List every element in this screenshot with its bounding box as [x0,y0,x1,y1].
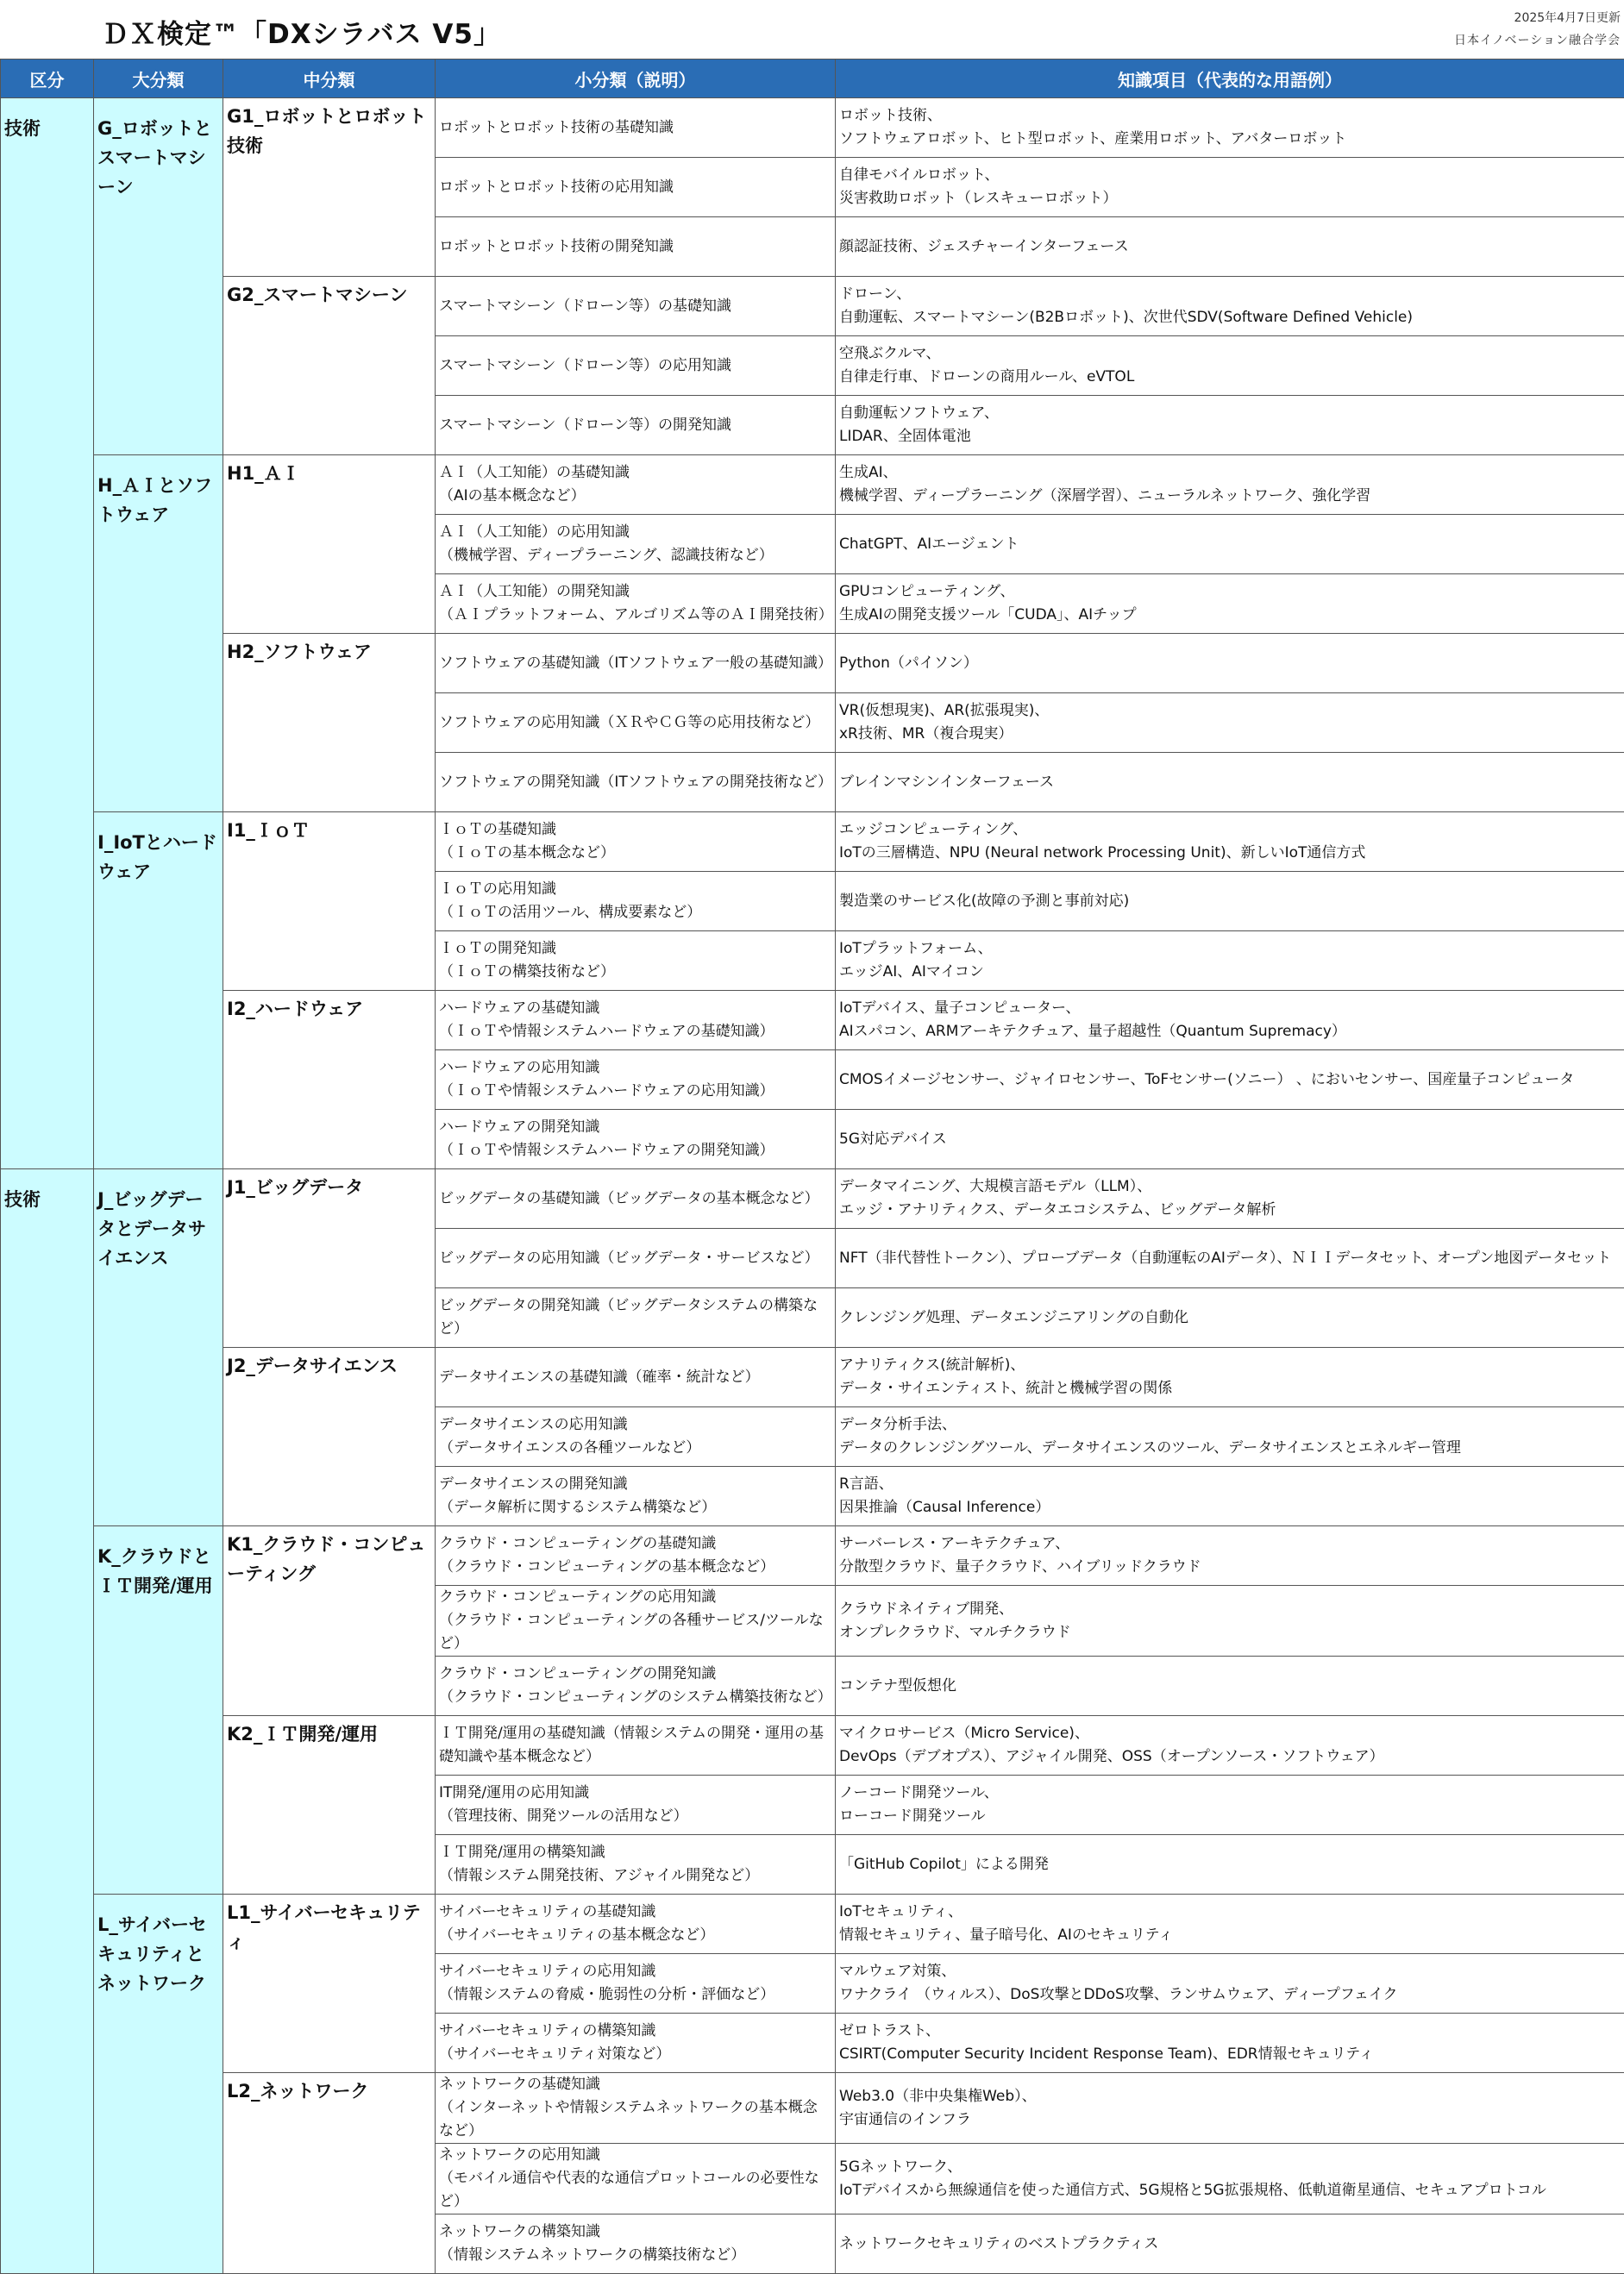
sub-category-cell: ハードウェアの開発知識 （ＩｏＴや情報システムハードウェアの開発知識） [436,1110,836,1169]
knowledge-items-cell: 製造業のサービス化(故障の予測と事前対応) [836,872,1624,931]
sub-category-cell: データサイエンスの開発知識 （データ解析に関するシステム構築など） [436,1467,836,1526]
sub-category-cell: ソフトウェアの開発知識（ITソフトウェアの開発技術など） [436,753,836,812]
knowledge-items-cell: 5Gネットワーク、 IoTデバイスから無線通信を使った通信方式、5G規格と5G拡張規格、低軌道衛星通信、セキュアプロトコル [836,2144,1624,2214]
knowledge-items-cell: R言語、 因果推論（Causal Inference） [836,1467,1624,1526]
table-header-row [1,60,1624,98]
middle-category-cell: I1_ＩｏＴ [223,812,436,991]
middle-category-cell: I2_ハードウェア [223,991,436,1169]
table-row [1,277,1624,336]
knowledge-items-cell: ドローン、 自動運転、スマートマシーン(B2Bロボット)、次世代SDV(Software Defined Vehicle) [836,277,1624,336]
sub-category-cell: ソフトウェアの応用知識（ＸＲやＣＧ等の応用技術など） [436,693,836,753]
major-category-cell: L_サイバーセキュリティとネットワーク [94,1895,223,2274]
sub-category-cell: ＩＴ開発/運用の基礎知識（情報システムの開発・運用の基礎知識や基本概念など） [436,1716,836,1776]
column-header-knowledge: 知識項目（代表的な用語例） [836,60,1624,98]
table-row [1,98,1624,158]
knowledge-items-cell: ゼロトラスト、 CSIRT(Computer Security Incident Response Team)、EDR情報セキュリティ [836,2014,1624,2073]
major-category-cell: K_クラウドとＩＴ開発/運用 [94,1526,223,1895]
knowledge-items-cell: 5G対応デバイス [836,1110,1624,1169]
knowledge-items-cell: アナリティクス(統計解析)、 データ・サイエンティスト、統計と機械学習の関係 [836,1348,1624,1407]
knowledge-items-cell: 顔認証技術、ジェスチャーインターフェース [836,217,1624,277]
sub-category-cell: ＩｏＴの基礎知識 （ＩｏＴの基本概念など） [436,812,836,872]
category-kubun-cell: 技術 [1,1169,94,2274]
sub-category-cell: サイバーセキュリティの応用知識 （情報システムの脅威・脆弱性の分析・評価など） [436,1954,836,2014]
knowledge-items-cell: クラウドネイティブ開発、 オンプレクラウド、マルチクラウド [836,1586,1624,1657]
category-kubun-cell: 技術 [1,98,94,1169]
knowledge-items-cell: Python（パイソン） [836,634,1624,693]
sub-category-cell: ネットワークの応用知識 （モバイル通信や代表的な通信プロットコールの必要性など） [436,2144,836,2214]
knowledge-items-cell: 生成AI、 機械学習、ディープラーニング（深層学習）、ニューラルネットワーク、強化学習 [836,455,1624,515]
sub-category-cell: ハードウェアの基礎知識 （ＩｏＴや情報システムハードウェアの基礎知識） [436,991,836,1050]
column-header-dai: 大分類 [94,60,223,98]
knowledge-items-cell: サーバーレス・アーキテクチュア、 分散型クラウド、量子クラウド、ハイブリッドクラウド [836,1526,1624,1586]
middle-category-cell: J2_データサイエンス [223,1348,436,1526]
table-row [1,1716,1624,1776]
major-category-cell: H_ＡＩとソフトウェア [94,455,223,812]
sub-category-cell: ビッグデータの開発知識（ビッグデータシステムの構築など） [436,1288,836,1348]
knowledge-items-cell: データ分析手法、 データのクレンジングツール、データサイエンスのツール、データサイエンスとエネルギー管理 [836,1407,1624,1467]
knowledge-items-cell: マルウェア対策、 ワナクライ （ウィルス）、DoS攻撃とDDoS攻撃、ランサムウェア、ディープフェイク [836,1954,1624,2014]
sub-category-cell: ＡＩ（人工知能）の開発知識 （ＡＩプラットフォーム、アルゴリズム等のＡＩ開発技術） [436,574,836,634]
publisher-name: 日本イノベーション融合学会 [1454,31,1621,48]
knowledge-items-cell: ChatGPT、AIエージェント [836,515,1624,574]
sub-category-cell: スマートマシーン（ドローン等）の開発知識 [436,396,836,455]
knowledge-items-cell: エッジコンピューティング、 IoTの三層構造、NPU (Neural network Processing Unit)、新しいIoT通信方式 [836,812,1624,872]
knowledge-items-cell: VR(仮想現実)、AR(拡張現実)、 xR技術、MR（複合現実） [836,693,1624,753]
sub-category-cell: ロボットとロボット技術の応用知識 [436,158,836,217]
sub-category-cell: ロボットとロボット技術の開発知識 [436,217,836,277]
knowledge-items-cell: ネットワークセキュリティのベストプラクティス [836,2214,1624,2274]
table-body [1,98,1624,2274]
sub-category-cell: ネットワークの基礎知識 （インターネットや情報システムネットワークの基本概念など） [436,2073,836,2144]
knowledge-items-cell: ロボット技術、 ソフトウェアロボット、ヒト型ロボット、産業用ロボット、アバターロボット [836,98,1624,158]
major-category-cell: G_ロボットとスマートマシーン [94,98,223,455]
table-row [1,1348,1624,1407]
middle-category-cell: L1_サイバーセキュリティ [223,1895,436,2073]
sub-category-cell: ＡＩ（人工知能）の基礎知識 （AIの基本概念など） [436,455,836,515]
column-header-chu: 中分類 [223,60,436,98]
table-row [1,812,1624,872]
column-header-sho: 小分類（説明） [436,60,836,98]
knowledge-items-cell: クレンジング処理、データエンジニアリングの自動化 [836,1288,1624,1348]
knowledge-items-cell: 自律モバイルロボット、 災害救助ロボット（レスキューロボット） [836,158,1624,217]
table-row [1,1526,1624,1586]
middle-category-cell: L2_ネットワーク [223,2073,436,2274]
sub-category-cell: サイバーセキュリティの構築知識 （サイバーセキュリティ対策など） [436,2014,836,2073]
knowledge-items-cell: データマイニング、大規模言語モデル（LLM）、 エッジ・アナリティクス、データエコシステム、ビッグデータ解析 [836,1169,1624,1229]
sub-category-cell: ハードウェアの応用知識 （ＩｏＴや情報システムハードウェアの応用知識） [436,1050,836,1110]
sub-category-cell: ソフトウェアの基礎知識（ITソフトウェア一般の基礎知識） [436,634,836,693]
sub-category-cell: データサイエンスの応用知識 （データサイエンスの各種ツールなど） [436,1407,836,1467]
table-row [1,2073,1624,2144]
update-date: 2025年4月7日更新 [1514,9,1621,26]
syllabus-table [0,59,1624,2274]
middle-category-cell: G1_ロボットとロボット技術 [223,98,436,277]
sub-category-cell: クラウド・コンピューティングの基礎知識 （クラウド・コンピューティングの基本概念など） [436,1526,836,1586]
knowledge-items-cell: Web3.0（非中央集権Web）、 宇宙通信のインフラ [836,2073,1624,2144]
table-row [1,634,1624,693]
middle-category-cell: G2_スマートマシーン [223,277,436,455]
sub-category-cell: スマートマシーン（ドローン等）の応用知識 [436,336,836,396]
knowledge-items-cell: NFT（非代替性トークン）、プローブデータ（自動運転のAIデータ）、ＮＩＩデータセット、オープン地図データセット [836,1229,1624,1288]
knowledge-items-cell: IoTセキュリティ、 情報セキュリティ、量子暗号化、AIのセキュリティ [836,1895,1624,1954]
knowledge-items-cell: GPUコンピューティング、 生成AIの開発支援ツール「CUDA」、AIチップ [836,574,1624,634]
sub-category-cell: ビッグデータの応用知識（ビッグデータ・サービスなど） [436,1229,836,1288]
middle-category-cell: J1_ビッグデータ [223,1169,436,1348]
column-header-kubun: 区分 [1,60,94,98]
knowledge-items-cell: IoTプラットフォーム、 エッジAI、AIマイコン [836,931,1624,991]
sub-category-cell: IT開発/運用の応用知識 （管理技術、開発ツールの活用など） [436,1776,836,1835]
major-category-cell: J_ビッグデータとデータサイエンス [94,1169,223,1526]
sub-category-cell: サイバーセキュリティの基礎知識 （サイバーセキュリティの基本概念など） [436,1895,836,1954]
sub-category-cell: ビッグデータの基礎知識（ビッグデータの基本概念など） [436,1169,836,1229]
knowledge-items-cell: マイクロサービス（Micro Service)、 DevOps（デブオプス）、アジャイル開発、OSS（オープンソース・ソフトウェア） [836,1716,1624,1776]
table-row [1,1169,1624,1229]
table-row [1,1895,1624,1954]
major-category-cell: I_IoTとハードウェア [94,812,223,1169]
sub-category-cell: クラウド・コンピューティングの応用知識 （クラウド・コンピューティングの各種サービス/ツールなど） [436,1586,836,1657]
middle-category-cell: K2_ＩＴ開発/運用 [223,1716,436,1895]
knowledge-items-cell: 自動運転ソフトウェア、 LIDAR、全固体電池 [836,396,1624,455]
knowledge-items-cell: CMOSイメージセンサー、ジャイロセンサー、ToFセンサー(ソニー） 、においセンサー、国産量子コンピュータ [836,1050,1624,1110]
sub-category-cell: ＩＴ開発/運用の構築知識 （情報システム開発技術、アジャイル開発など） [436,1835,836,1895]
sub-category-cell: ＡＩ（人工知能）の応用知識 （機械学習、ディープラーニング、認識技術など） [436,515,836,574]
sub-category-cell: データサイエンスの基礎知識（確率・統計など） [436,1348,836,1407]
middle-category-cell: H1_ＡＩ [223,455,436,634]
middle-category-cell: K1_クラウド・コンピューティング [223,1526,436,1716]
knowledge-items-cell: 空飛ぶクルマ、 自律走行車、ドローンの商用ルール、eVTOL [836,336,1624,396]
sub-category-cell: ＩｏＴの応用知識 （ＩｏＴの活用ツール、構成要素など） [436,872,836,931]
sub-category-cell: ネットワークの構築知識 （情報システムネットワークの構築技術など） [436,2214,836,2274]
table-row [1,991,1624,1050]
sub-category-cell: クラウド・コンピューティングの開発知識 （クラウド・コンピューティングのシステム構築技術など） [436,1657,836,1716]
sub-category-cell: ロボットとロボット技術の基礎知識 [436,98,836,158]
knowledge-items-cell: ノーコード開発ツール、 ローコード開発ツール [836,1776,1624,1835]
middle-category-cell: H2_ソフトウェア [223,634,436,812]
knowledge-items-cell: コンテナ型仮想化 [836,1657,1624,1716]
knowledge-items-cell: ブレインマシンインターフェース [836,753,1624,812]
table-row [1,455,1624,515]
page-title: ＤＸ検定™「DXシラバス V5」 [102,12,501,51]
sub-category-cell: スマートマシーン（ドローン等）の基礎知識 [436,277,836,336]
knowledge-items-cell: 「GitHub Copilot」による開発 [836,1835,1624,1895]
knowledge-items-cell: IoTデバイス、量子コンピューター、 AIスパコン、ARMアーキテクチュア、量子超越性（Quantum Supremacy） [836,991,1624,1050]
sub-category-cell: ＩｏＴの開発知識 （ＩｏＴの構築技術など） [436,931,836,991]
